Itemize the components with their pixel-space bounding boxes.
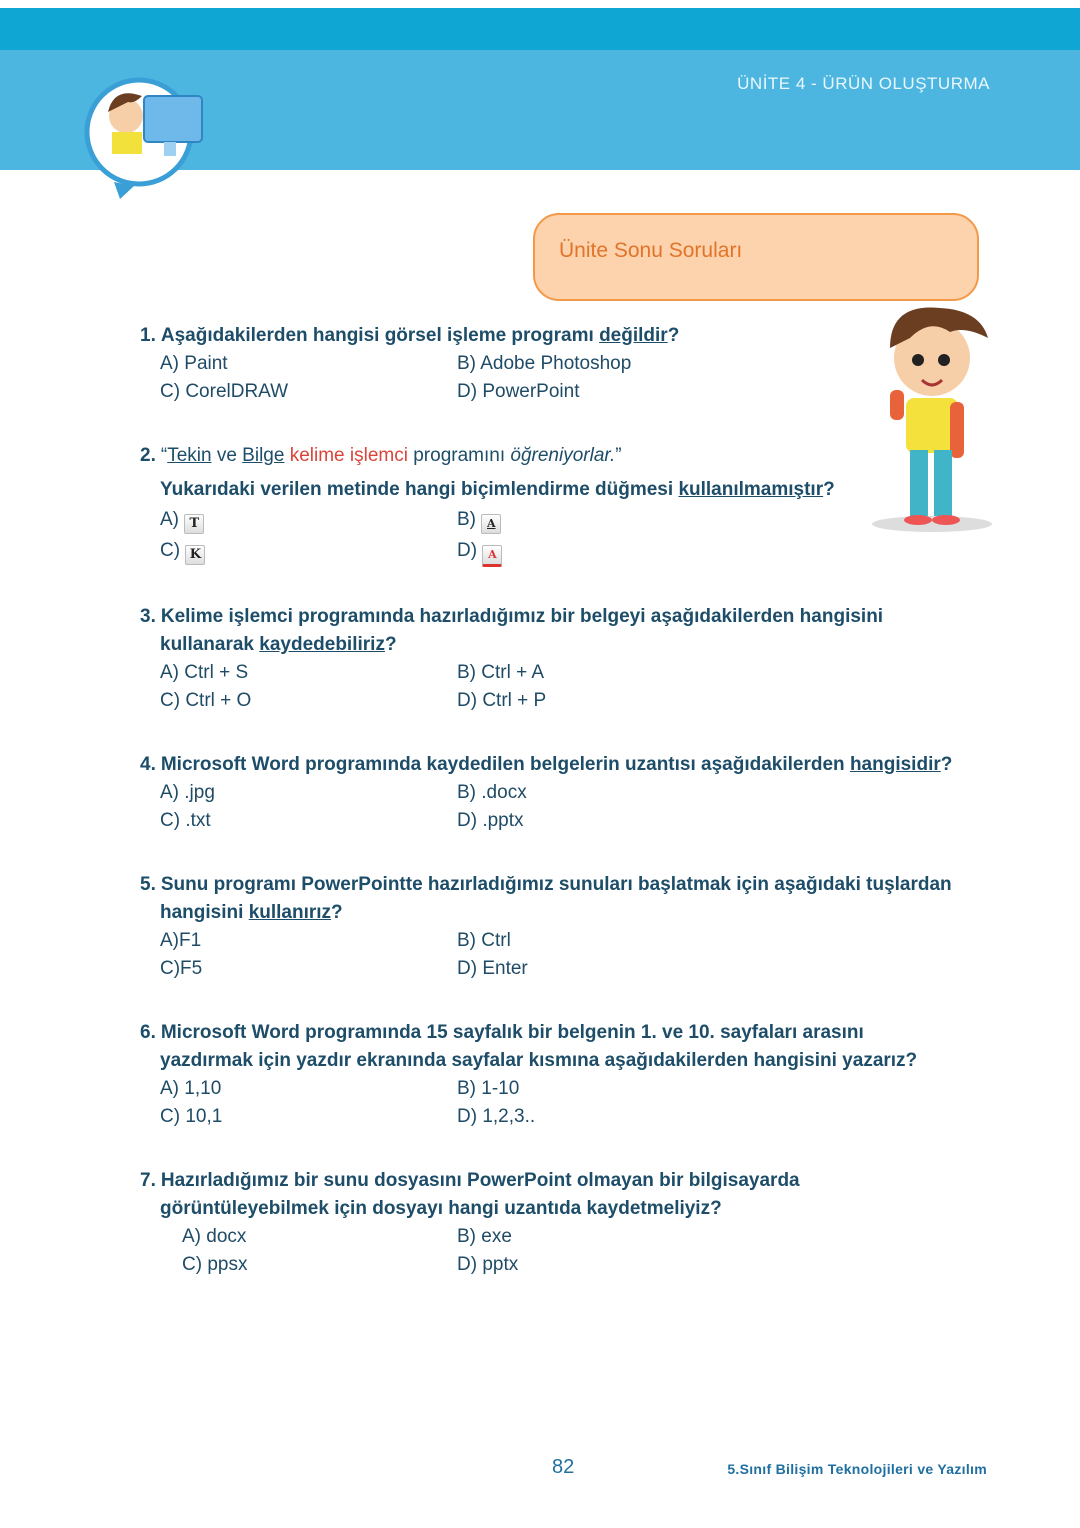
question-6: 6. Microsoft Word programında 15 sayfalık bir belgenin 1. ve 10. sayfaları arasını yazdırmak için yazdır ekranında sayfalar kısmına aşağıdakilerden hangisini yazarız? xyxy=(140,1022,918,1071)
option-c[interactable]: C)F5 xyxy=(160,958,203,979)
option-c[interactable]: C) CorelDRAW xyxy=(160,381,289,402)
option-a[interactable]: A) .jpg xyxy=(160,782,215,803)
option-d[interactable]: D) PowerPoint xyxy=(457,381,580,402)
question-2: 2. “Tekin ve Bilge kelime işlemci programını öğreniyorlar.” Yukarıdaki verilen metinde hangi biçimlendirme düğmesi kullanılmamıştır? xyxy=(140,445,835,500)
options xyxy=(140,779,1000,835)
book-title: 5.Sınıf Bilişim Teknolojileri ve Yazılım xyxy=(727,1461,987,1477)
underline-icon: A xyxy=(481,514,501,534)
options xyxy=(140,504,1000,567)
italic-icon: T xyxy=(184,514,204,534)
unit-title: ÜNİTE 4 - ÜRÜN OLUŞTURMA xyxy=(737,74,990,93)
option-d[interactable]: D) A xyxy=(457,535,1000,567)
option-b[interactable]: B) Ctrl + A xyxy=(457,662,545,683)
bold-icon: K xyxy=(185,545,205,565)
option-c[interactable]: C) K xyxy=(160,535,457,567)
option-c[interactable]: C) Ctrl + O xyxy=(160,690,252,711)
question-7: 7. Hazırladığımız bir sunu dosyasını PowerPoint olmayan bir bilgisayarda görüntüleyebilmek için dosyayı hangi uzantıda kaydetmeliyiz? xyxy=(140,1170,800,1219)
question-5: 5. Sunu programı PowerPointte hazırladığımız sunuları başlatmak için aşağıdaki tuşlardan hangisini kullanırız? xyxy=(140,874,952,923)
option-c[interactable]: C) .txt xyxy=(160,810,211,831)
option-a[interactable]: A) Paint xyxy=(160,353,228,374)
option-b[interactable]: B) Adobe Photoshop xyxy=(457,353,632,374)
options xyxy=(140,927,1000,983)
header-band-top xyxy=(0,8,1080,50)
question-block-6 xyxy=(140,1019,1000,1131)
question-3: 3. Kelime işlemci programında hazırladığımız bir belgeyi aşağıdakilerden hangisini kullanarak kaydedebiliriz? xyxy=(140,606,884,655)
option-a[interactable]: A) Ctrl + S xyxy=(160,662,249,683)
option-a[interactable]: A) 1,10 xyxy=(160,1078,222,1099)
option-a[interactable]: A) T xyxy=(160,504,457,535)
question-list xyxy=(140,322,1000,1315)
question-block-3 xyxy=(140,603,1000,715)
option-d[interactable]: D) 1,2,3.. xyxy=(457,1106,536,1127)
question-block-2 xyxy=(140,442,1000,567)
font-color-icon: A xyxy=(482,545,502,567)
section-title-bubble xyxy=(533,213,979,301)
page-number: 82 xyxy=(552,1456,575,1478)
question-block-5 xyxy=(140,871,1000,983)
option-b[interactable]: B) exe xyxy=(457,1226,512,1247)
option-b[interactable]: B) A xyxy=(457,504,1000,535)
options xyxy=(140,659,1000,715)
question-block-7 xyxy=(140,1167,1000,1279)
option-c[interactable]: C) 10,1 xyxy=(160,1106,223,1127)
option-a[interactable]: A)F1 xyxy=(160,930,202,951)
option-c[interactable]: C) ppsx xyxy=(182,1254,248,1275)
options xyxy=(140,350,1000,406)
options xyxy=(140,1075,1000,1131)
option-b[interactable]: B) Ctrl xyxy=(457,930,511,951)
option-d[interactable]: D) .pptx xyxy=(457,810,524,831)
options xyxy=(140,1223,1000,1279)
question-block-1 xyxy=(140,322,1000,406)
question-4: 4. Microsoft Word programında kaydedilen belgelerin uzantısı aşağıdakilerden hangisidir? xyxy=(140,754,953,775)
section-title: Ünite Sonu Soruları xyxy=(559,239,743,262)
question-1: 1. Aşağıdakilerden hangisi görsel işleme programı değildir? xyxy=(140,325,680,346)
mascot-computer-icon xyxy=(84,74,204,199)
option-b[interactable]: B) 1-10 xyxy=(457,1078,520,1099)
option-a[interactable]: A) docx xyxy=(182,1226,247,1247)
question-block-4 xyxy=(140,751,1000,835)
option-b[interactable]: B) .docx xyxy=(457,782,527,803)
option-d[interactable]: D) Enter xyxy=(457,958,528,979)
option-d[interactable]: D) Ctrl + P xyxy=(457,690,547,711)
option-d[interactable]: D) pptx xyxy=(457,1254,519,1275)
